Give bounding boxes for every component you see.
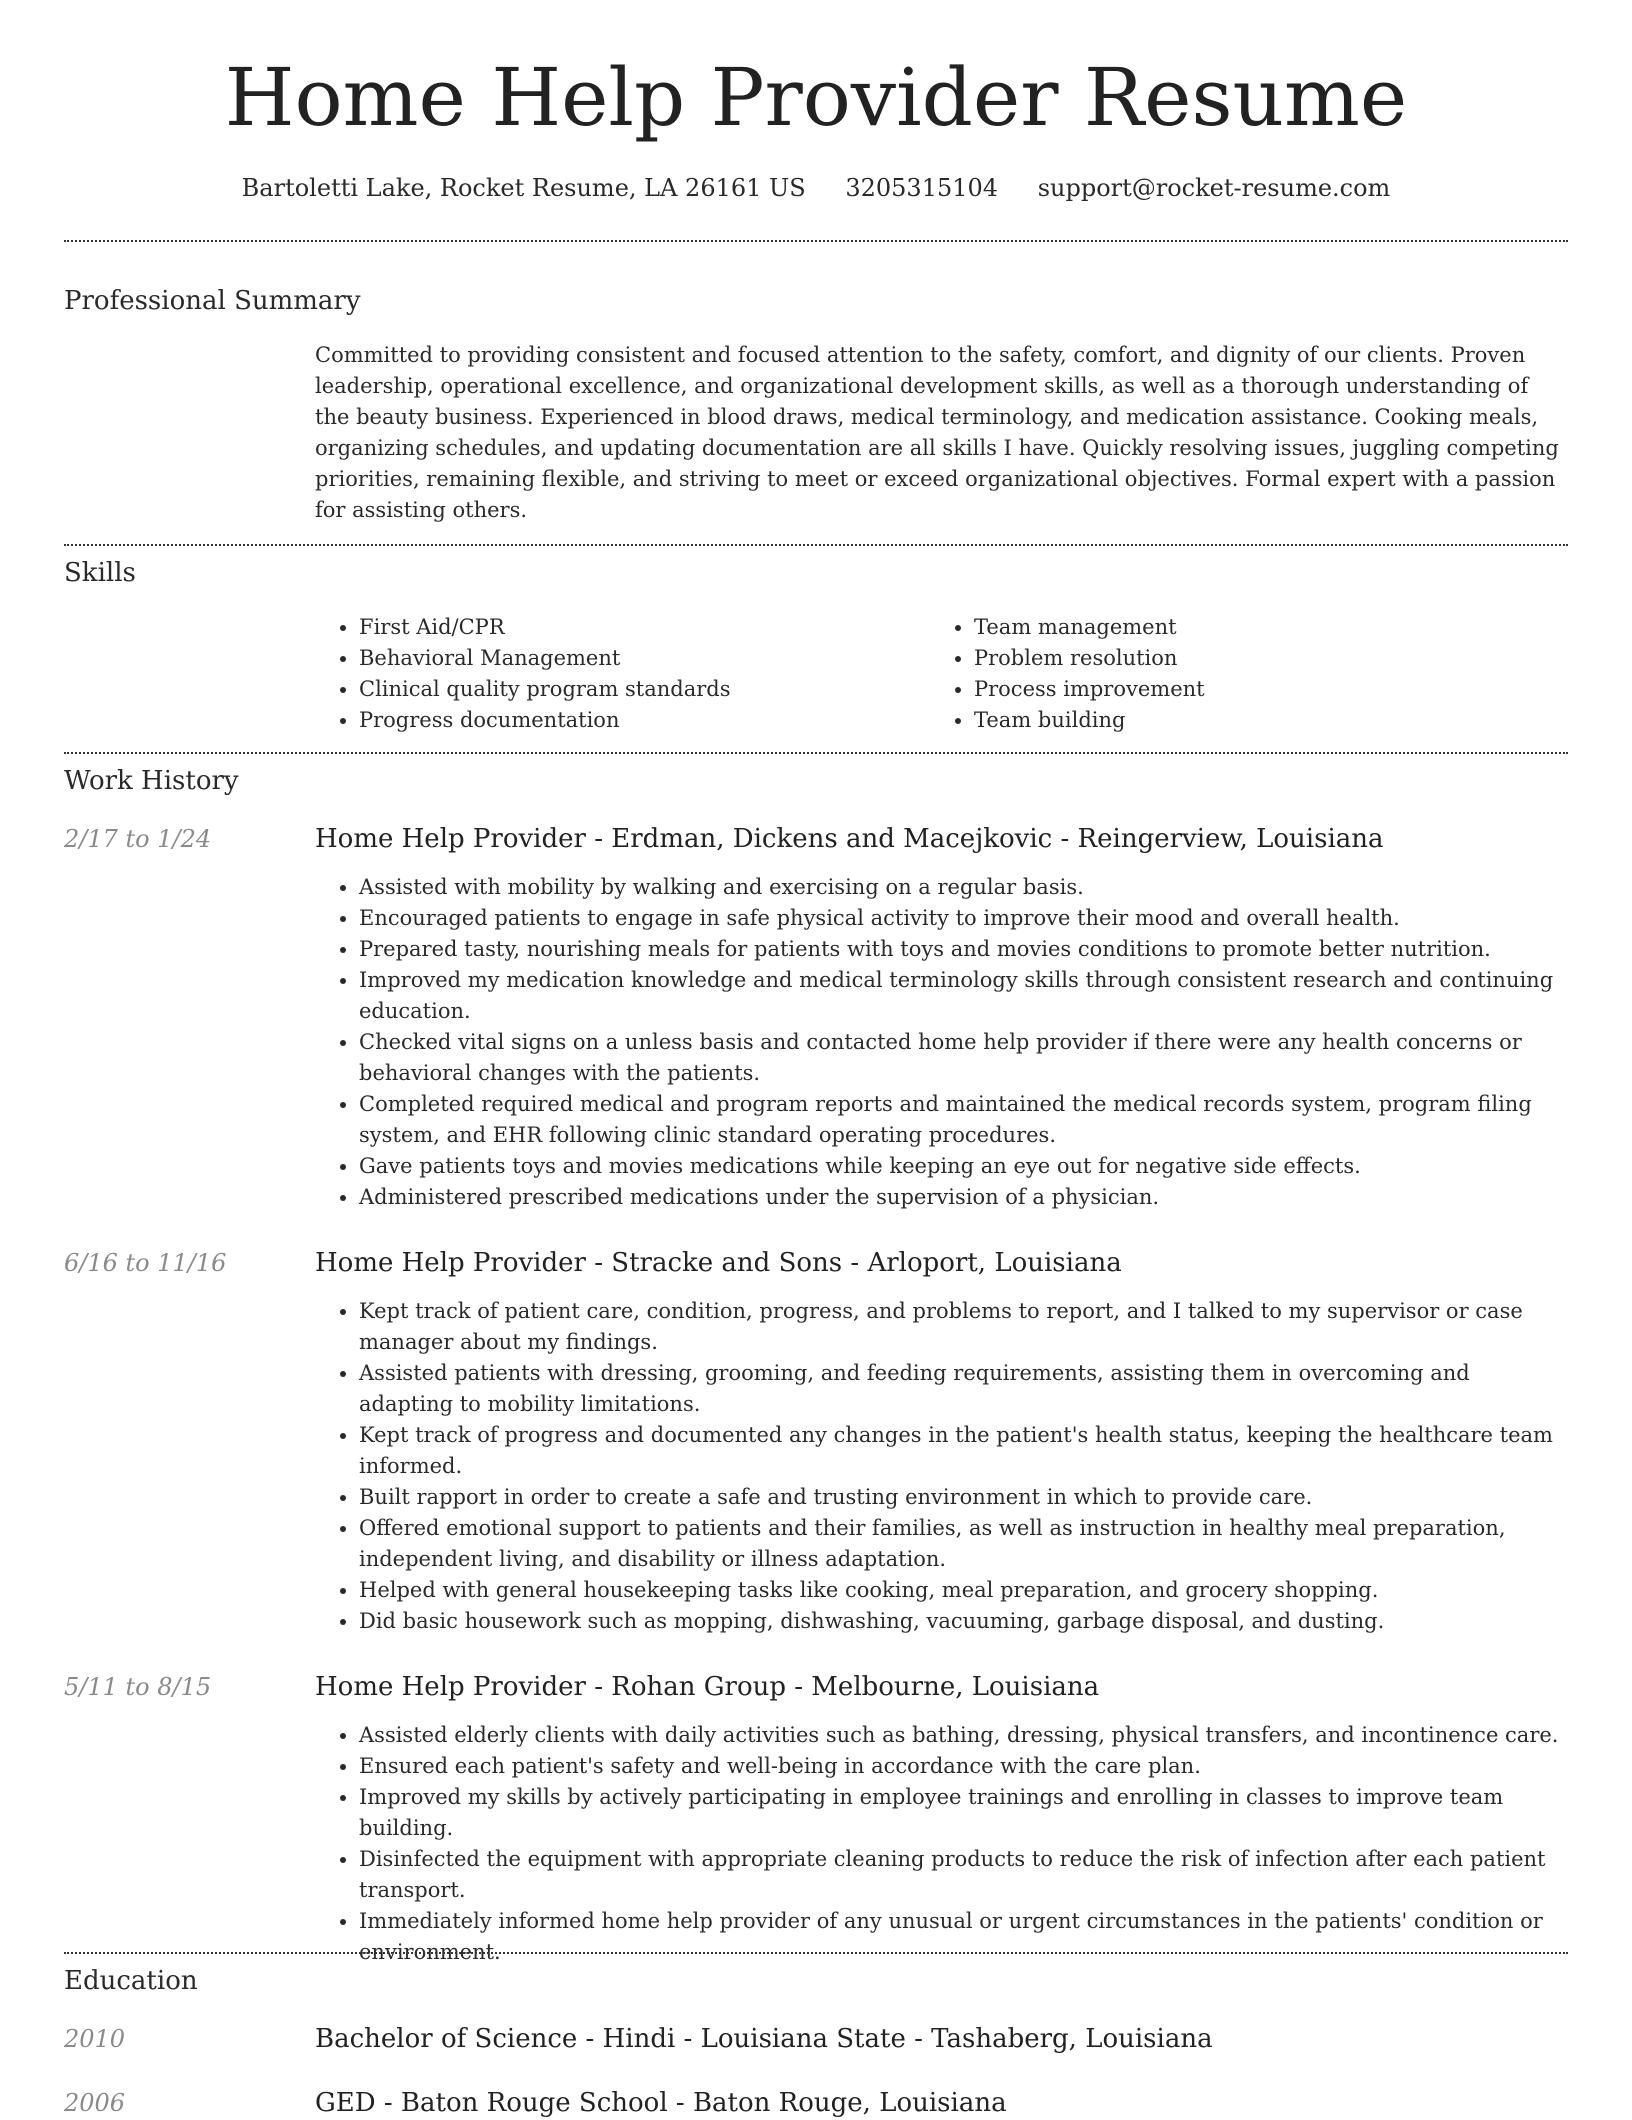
divider bbox=[64, 544, 1568, 546]
contact-address: Bartoletti Lake, Rocket Resume, LA 26161 US bbox=[241, 174, 806, 202]
education-year: 2006 bbox=[64, 2089, 126, 2117]
skills-list-left bbox=[315, 612, 875, 736]
job-bullet: • Gave patients toys and movies medications while keeping an eye out for negative side effects. bbox=[359, 1151, 1570, 1182]
job-bullet: • Built rapport in order to create a safe and trusting environment in which to provide care. bbox=[359, 1482, 1570, 1513]
job-bullet: • Helped with general housekeeping tasks like cooking, meal preparation, and grocery shopping. bbox=[359, 1575, 1570, 1606]
job-bullet: • Completed required medical and program reports and maintained the medical records system, program filing system, and EHR following clinic standard operating procedures. bbox=[359, 1089, 1570, 1151]
skill-item: • Team management bbox=[974, 612, 1490, 643]
skills-heading: Skills bbox=[64, 558, 136, 588]
job-bullet: • Offered emotional support to patients and their families, as well as instruction in healthy meal preparation, independent living, and disability or illness adaptation. bbox=[359, 1513, 1570, 1575]
education-year: 2010 bbox=[64, 2025, 126, 2053]
summary-heading: Professional Summary bbox=[64, 286, 361, 316]
skill-item: • First Aid/CPR bbox=[359, 612, 875, 643]
skill-item: • Process improvement bbox=[974, 674, 1490, 705]
job-bullet: • Immediately informed home help provider of any unusual or urgent circumstances in the patients' condition or environment. bbox=[359, 1906, 1570, 1968]
job-bullet: • Ensured each patient's safety and well-being in accordance with the care plan. bbox=[359, 1751, 1570, 1782]
job-dates: 5/11 to 8/15 bbox=[64, 1673, 212, 1701]
contact-line bbox=[0, 170, 1632, 206]
job-bullets bbox=[315, 1720, 1570, 1968]
job-heading: Home Help Provider - Erdman, Dickens and Macejkovic - Reingerview, Louisiana bbox=[315, 824, 1384, 854]
divider bbox=[64, 752, 1568, 754]
job-heading: Home Help Provider - Rohan Group - Melbourne, Louisiana bbox=[315, 1672, 1100, 1702]
job-heading: Home Help Provider - Stracke and Sons - Arloport, Louisiana bbox=[315, 1248, 1122, 1278]
job-bullet: • Checked vital signs on a unless basis and contacted home help provider if there were any health concerns or behavioral changes with the patients. bbox=[359, 1027, 1570, 1089]
education-heading: Education bbox=[64, 1966, 198, 1996]
job-dates: 6/16 to 11/16 bbox=[64, 1249, 227, 1277]
education-heading-line: Bachelor of Science - Hindi - Louisiana State - Tashaberg, Louisiana bbox=[315, 2024, 1213, 2054]
job-bullet: • Assisted elderly clients with daily activities such as bathing, dressing, physical transfers, and incontinence care. bbox=[359, 1720, 1570, 1751]
skill-item: • Team building bbox=[974, 705, 1490, 736]
job-bullet: • Prepared tasty, nourishing meals for patients with toys and movies conditions to promote better nutrition. bbox=[359, 934, 1570, 965]
resume-title: Home Help Provider Resume bbox=[224, 51, 1408, 144]
job-bullet: • Encouraged patients to engage in safe physical activity to improve their mood and overall health. bbox=[359, 903, 1570, 934]
skill-item: • Behavioral Management bbox=[359, 643, 875, 674]
skill-item: • Clinical quality program standards bbox=[359, 674, 875, 705]
work-history-heading: Work History bbox=[64, 766, 239, 796]
job-bullets bbox=[315, 872, 1570, 1213]
divider bbox=[64, 1952, 1568, 1954]
job-bullet: • Disinfected the equipment with appropriate cleaning products to reduce the risk of infection after each patient transport. bbox=[359, 1844, 1570, 1906]
job-bullet: • Kept track of patient care, condition, progress, and problems to report, and I talked to my supervisor or case manager about my findings. bbox=[359, 1296, 1570, 1358]
job-bullet: • Improved my medication knowledge and medical terminology skills through consistent research and continuing education. bbox=[359, 965, 1570, 1027]
job-bullet: • Assisted patients with dressing, grooming, and feeding requirements, assisting them in overcoming and adapting to mobility limitations. bbox=[359, 1358, 1570, 1420]
contact-email[interactable]: support@rocket-resume.com bbox=[1037, 174, 1391, 202]
summary-text: Committed to providing consistent and focused attention to the safety, comfort, and dignity of our clients. Proven leadership, operational excellence, and organizational development skills, as well as a thorough understanding of the beauty business. Experienced in blood draws, medical terminology, and medication assistance. Cooking meals, organizing schedules, and updating documentation are all skills I have. Quickly resolving issues, juggling competing priorities, remaining flexible, and striving to meet or exceed organizational objectives. Formal expert with a passion for assisting others. bbox=[315, 343, 1559, 522]
job-bullet: • Did basic housework such as mopping, dishwashing, vacuuming, garbage disposal, and dusting. bbox=[359, 1606, 1570, 1637]
skill-item: • Problem resolution bbox=[974, 643, 1490, 674]
job-bullet: • Improved my skills by actively participating in employee trainings and enrolling in classes to improve team building. bbox=[359, 1782, 1570, 1844]
job-bullets bbox=[315, 1296, 1570, 1637]
education-heading-line: GED - Baton Rouge School - Baton Rouge, Louisiana bbox=[315, 2088, 1007, 2118]
skills-list-right bbox=[930, 612, 1490, 736]
job-bullet: • Assisted with mobility by walking and exercising on a regular basis. bbox=[359, 872, 1570, 903]
job-bullet: • Kept track of progress and documented any changes in the patient's health status, keeping the healthcare team informed. bbox=[359, 1420, 1570, 1482]
skill-item: • Progress documentation bbox=[359, 705, 875, 736]
job-dates: 2/17 to 1/24 bbox=[64, 825, 212, 853]
job-bullet: • Administered prescribed medications under the supervision of a physician. bbox=[359, 1182, 1570, 1213]
contact-phone: 3205315104 bbox=[845, 174, 999, 202]
divider bbox=[64, 240, 1568, 242]
